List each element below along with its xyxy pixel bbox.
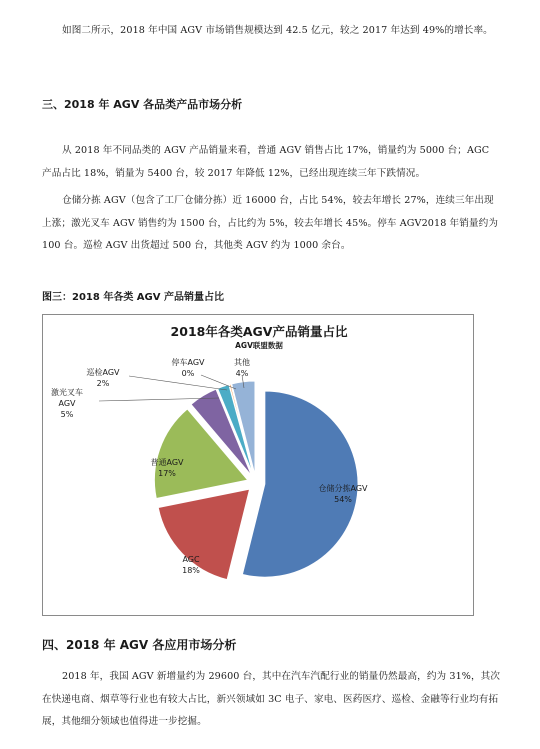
pie-label-0: 仓储分拣AGV 54% xyxy=(318,484,368,504)
intro-paragraph: 如图二所示，2018 年中国 AGV 市场销售规模达到 42.5 亿元，较之 2017 年达到 49%的增长率。 xyxy=(62,25,493,36)
pie-label-6: 其他 4% xyxy=(234,358,250,378)
figure-3-caption: 图三：2018 年各类 AGV 产品销量占比 xyxy=(42,292,224,303)
chart-title: 2018年各类AGV产品销量占比 xyxy=(170,324,348,339)
leader-line-4 xyxy=(129,376,227,390)
warehouse-agv-paragraph: 仓储分拣 AGV（包含了工厂仓储分拣）近 16000 台，占比 54%，较去年增长 27%，连续三年出现上涨；激光叉车 AGV 销售约为 1500 台，占比约为 5%，较去年增长 45%。停车 AGV2018 年销量约为 100 台。巡检 AGV 出货超过 500 台，其他类 AGV 约为 1000 余台。 xyxy=(42,195,499,251)
chart-subtitle: AGV联盟数据 xyxy=(235,341,283,350)
section-4-heading: 四、2018 年 AGV 各应用市场分析 xyxy=(42,638,237,652)
pie-chart xyxy=(43,315,475,617)
application-market-paragraph: 2018 年，我国 AGV 新增量约为 29600 台，其中在汽车汽配行业的销量仍然最高，约为 31%，其次在快递电商、烟草等行业也有较大占比，新兴领域如 3C 电子、家电、医药医疗、巡检、金融等行业均有拓展，其他细分领域也值得进一步挖掘。 xyxy=(42,671,501,727)
pie-chart-frame xyxy=(42,314,474,616)
pie-label-2: 普通AGV 17% xyxy=(150,458,184,478)
pie-label-4: 巡检AGV 2% xyxy=(86,368,120,388)
pie-slice-1 xyxy=(158,489,249,579)
pie-label-1: AGC 18% xyxy=(182,555,200,575)
pie-label-3: 激光叉车 AGV 5% xyxy=(51,388,83,419)
category-sales-paragraph: 从 2018 年不同品类的 AGV 产品销量来看，普通 AGV 销售占比 17%，销量约为 5000 台；AGC 产品占比 18%，销量为 5400 台，较 2017 年降低 12%，已经出现连续三年下跌情况。 xyxy=(42,145,490,179)
pie-label-5: 停车AGV 0% xyxy=(171,358,205,378)
section-3-heading: 三、2018 年 AGV 各品类产品市场分析 xyxy=(42,98,243,111)
